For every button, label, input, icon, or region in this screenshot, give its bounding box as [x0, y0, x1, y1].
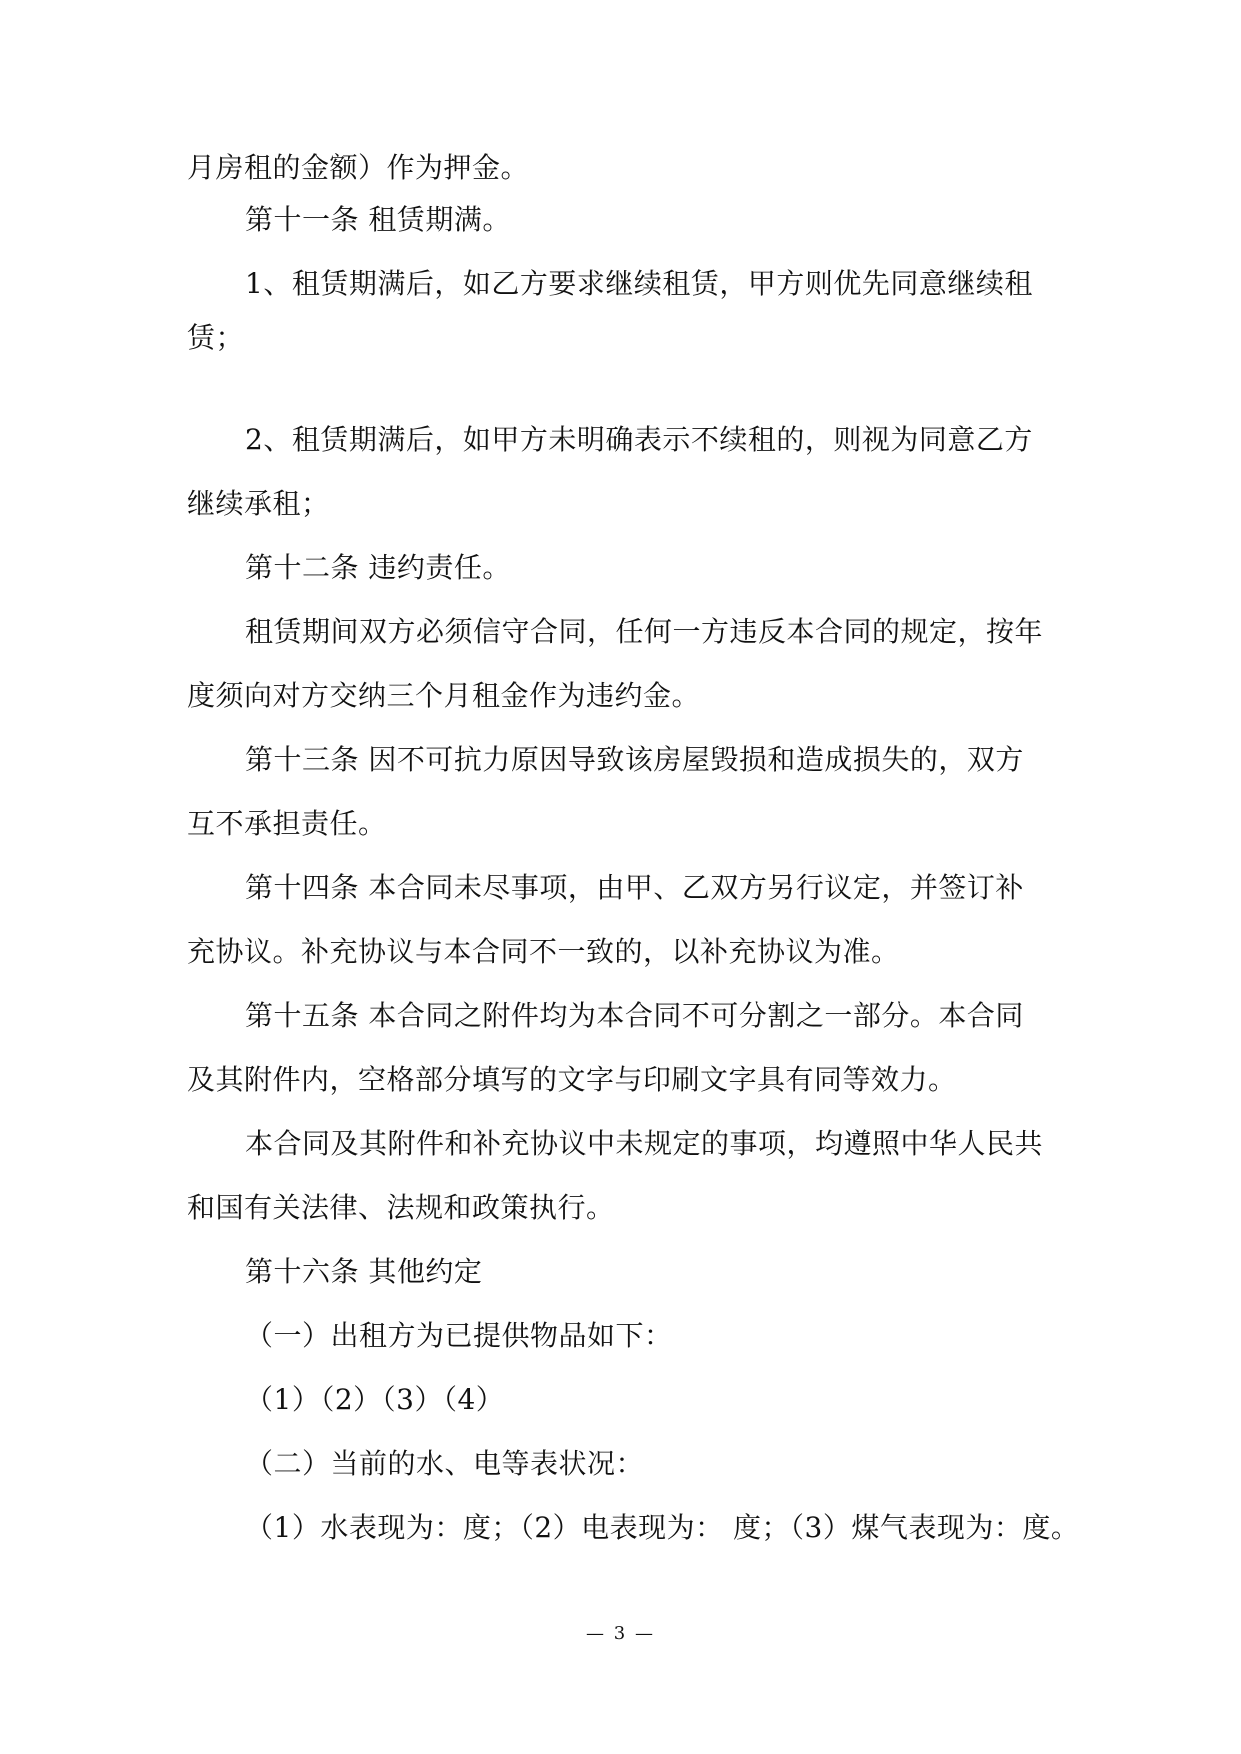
text-line: 继续承租；	[187, 487, 330, 520]
text-line: 度须向对方交纳三个月租金作为违约金。	[187, 679, 701, 712]
text-line: 及其附件内，空格部分填写的文字与印刷文字具有同等效力。	[187, 1063, 957, 1096]
text-line: （1）（2）（3）（4）	[245, 1383, 505, 1416]
article-heading: 第十二条 违约责任。	[245, 551, 511, 584]
text-line: 租赁期间双方必须信守合同，任何一方违反本合同的规定，按年	[245, 615, 1044, 648]
text-line: 2、租赁期满后，如甲方未明确表示不续租的，则视为同意乙方	[245, 423, 1033, 456]
text-line: 和国有关法律、法规和政策执行。	[187, 1191, 615, 1224]
text-line: 互不承担责任。	[187, 807, 387, 840]
text-line: 本合同及其附件和补充协议中未规定的事项，均遵照中华人民共	[245, 1127, 1044, 1160]
article-heading: 第十三条 因不可抗力原因导致该房屋毁损和造成损失的，双方	[245, 743, 1024, 776]
article-heading: 第十四条 本合同未尽事项，由甲、乙双方另行议定，并签订补	[245, 871, 1024, 904]
text-line: 1、租赁期满后，如乙方要求继续租赁，甲方则优先同意继续租	[245, 267, 1033, 300]
text-line: （1）水表现为：度；（2）电表现为： 度；（3）煤气表现为：度。	[245, 1511, 1080, 1544]
article-heading: 第十六条 其他约定	[245, 1255, 483, 1288]
text-line: 赁；	[187, 321, 245, 354]
text-line: （二）当前的水、电等表状况：	[245, 1447, 645, 1480]
text-line: 月房租的金额）作为押金。	[187, 151, 530, 184]
page-number: — 3 —	[586, 1623, 655, 1644]
article-heading: 第十五条 本合同之附件均为本合同不可分割之一部分。本合同	[245, 999, 1024, 1032]
text-line: 充协议。补充协议与本合同不一致的，以补充协议为准。	[187, 935, 900, 968]
text-line: （一）出租方为已提供物品如下：	[245, 1319, 673, 1352]
article-heading: 第十一条 租赁期满。	[245, 203, 511, 236]
